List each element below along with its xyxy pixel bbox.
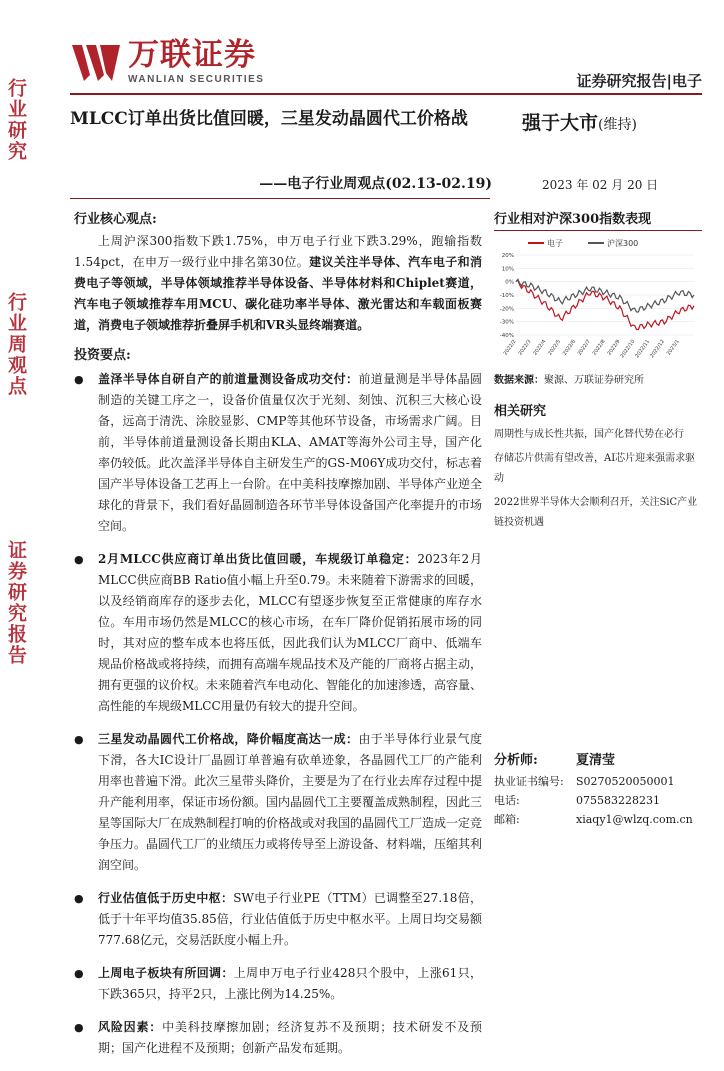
y-tick-label: -20% <box>499 306 514 313</box>
logo-english-name: WANLIAN SECURITIES <box>128 74 265 85</box>
analyst-field-label: 邮箱: <box>494 813 520 826</box>
core-view-plain: 上周沪深300指数下跌1.75%，申万电子行业下跌3.29%，跑输指数1.54pct，在申万一级行业中排名第30位。 <box>74 234 482 269</box>
y-tick-label: -10% <box>499 293 514 299</box>
x-tick-label: 2022/10 <box>619 338 637 360</box>
analyst-email[interactable]: xiaqy1@wlzq.com.cn <box>576 813 693 826</box>
bullet-heading: 风险因素： <box>98 1020 163 1034</box>
report-title: MLCC订单出货比值回暖，三星发动晶圆代工价格战 <box>70 109 468 129</box>
bullet-heading: 上周电子板块有所回调： <box>98 966 234 980</box>
analyst-info <box>494 750 702 829</box>
bullet-text: 上周申万电子行业428只个股中，上涨61只，下跌365只，持平2只，上涨比例为14.25%。 <box>98 966 482 1001</box>
logo-chinese-name: 万联证券 <box>128 37 256 73</box>
header-divider <box>70 93 702 95</box>
x-tick-label: 2022/2 <box>502 338 518 357</box>
wanlian-logo-icon <box>70 43 122 83</box>
rail-label-securities-report: 证券研究报告 <box>6 540 46 666</box>
y-tick-label: -30% <box>499 319 514 326</box>
related-research-item[interactable]: 2022世界半导体大会顺利召开，关注SiC产业链投资机遇 <box>494 497 698 528</box>
bullet-heading: 盖泽半导体自研自产的前道量测设备成功交付： <box>98 372 359 386</box>
bullet-dot-icon: ● <box>74 892 84 905</box>
related-research-item[interactable]: 周期性与成长性共振，国产化替代势在必行 <box>494 429 684 440</box>
report-subtitle: ——电子行业周观点(02.13-02.19) <box>259 176 492 192</box>
analyst-field-label: 执业证书编号: <box>494 775 564 788</box>
bullet-text: 中美科技摩擦加剧；经济复苏不及预期；技术研发不及预期；国产化进程不及预期；创新产品发布延期。 <box>98 1020 482 1055</box>
x-tick-label: 2022/12 <box>649 338 666 360</box>
company-logo <box>70 37 265 85</box>
rating-badge <box>522 108 637 135</box>
bullet-item <box>74 369 482 537</box>
x-tick-label: 2022/7 <box>576 338 592 357</box>
x-tick-label: 2023/1 <box>665 338 681 357</box>
legend-label: 沪深300 <box>607 239 639 248</box>
bullet-text: 由于半导体行业景气度下滑，各大IC设计厂晶圆订单普遍有砍单迹象，各晶圆代工厂的产能利用率也普遍下滑。此次三星带头降价，主要是为了在行业去库存过程中提升产能利用率，保证市场份额。国内晶圆代工主要覆盖成熟制程，因此三星等国际大厂在成熟制程打响的价格战或对我国的晶圆代工厂造成一定竞争压力。晶圆代工厂的业绩压力或将传导至上游设备、材料端，压缩其利润空间。 <box>98 732 483 872</box>
y-tick-label: 10% <box>501 266 514 273</box>
rail-label-industry-research: 行业研究 <box>6 78 46 162</box>
related-research-item[interactable]: 存储芯片供需有望改善，AI芯片迎来强需求驱动 <box>494 453 696 484</box>
bullet-dot-icon: ● <box>74 967 84 980</box>
side-rail <box>0 0 50 1024</box>
performance-chart <box>494 235 702 363</box>
y-tick-label: 0% <box>505 279 514 286</box>
y-tick-label: -40% <box>499 333 514 339</box>
bullet-item <box>74 963 482 1005</box>
bullet-dot-icon: ● <box>74 553 84 566</box>
analyst-field-label: 电话: <box>494 794 520 807</box>
bullet-item <box>74 729 482 876</box>
bullet-dot-icon: ● <box>74 1021 84 1034</box>
analyst-name: 夏清莹 <box>576 753 616 768</box>
analyst-license: S0270520050001 <box>576 775 675 788</box>
rating-value: 强于大市 <box>522 112 599 134</box>
chart-source-label: 数据来源： <box>494 375 544 386</box>
legend-label: 电子 <box>547 239 563 248</box>
title-divider <box>70 198 490 199</box>
bullet-item <box>74 1017 482 1059</box>
bullet-dot-icon: ● <box>74 733 84 746</box>
rating-sub: (维持) <box>598 117 637 133</box>
core-view-bold: 建议关注半导体、汽车电子和消费电子等领域，半导体领域推荐半导体设备、半导体材料和Chiplet赛道，汽车电子领域推荐车用MCU、碳化硅功率半导体、激光雷达和车载面板赛道，消费电子领域推荐折叠屏手机和VR头显终端赛道。 <box>74 255 482 332</box>
x-tick-label: 2022/6 <box>561 338 577 357</box>
report-date: 2023 年 02 月 20 日 <box>542 178 659 192</box>
series-line-electronics <box>516 280 694 330</box>
x-tick-label: 2022/9 <box>606 338 622 357</box>
series-line-hs300 <box>516 279 694 312</box>
bullet-dot-icon: ● <box>74 373 84 386</box>
bullet-heading: 三星发动晶圆代工价格战，降价幅度高达一成： <box>98 732 359 746</box>
x-tick-label: 2022/8 <box>591 338 607 357</box>
analyst-label: 分析师: <box>494 753 538 768</box>
analyst-phone: 075583228231 <box>576 794 660 807</box>
chart-svg <box>494 235 702 363</box>
bullet-item <box>74 888 482 951</box>
chart-source-text: 聚源、万联证券研究所 <box>544 375 644 386</box>
chart-title: 行业相对沪深300指数表现 <box>494 208 702 231</box>
bullet-text: 2023年2月MLCC供应商BB Ratio值小幅上升至0.79。未来随着下游需求的回暖，以及经销商库存的逐步去化，MLCC有望逐步恢复至正常健康的库存水位。车用市场仍然是MLCC的核心市场，在车厂降价促销拓展市场的同时，其对应的整车成本也将压低，因此我们认为MLCC厂商中、低端车规品价格战或将持续，而拥有高端车规品技术及产能的厂商将占据主动，拥有更强的议价权。未来随着汽车电动化、智能化的加速渗透，高容量、高性能的车规级MLCC用量仍有较大的提升空间。 <box>98 552 483 713</box>
main-content <box>74 208 482 1071</box>
related-research-heading: 相关研究 <box>494 404 547 419</box>
investment-heading: 投资要点: <box>74 348 131 363</box>
rail-label-weekly-view: 行业周观点 <box>6 292 46 397</box>
y-tick-label: 20% <box>501 253 514 259</box>
doc-type-label: 证券研究报告|电子 <box>576 72 702 90</box>
x-tick-label: 2022/3 <box>517 338 533 357</box>
x-tick-label: 2022/4 <box>532 338 548 357</box>
bullet-item <box>74 549 482 717</box>
bullet-heading: 2月MLCC供应商订单出货比值回暖，车规级订单稳定： <box>98 552 418 566</box>
x-tick-label: 2022/11 <box>634 338 652 360</box>
analyst-row <box>494 772 702 791</box>
bullet-heading: 行业估值低于历史中枢： <box>98 891 234 905</box>
chart-source <box>494 371 702 386</box>
core-view-heading: 行业核心观点: <box>74 212 157 227</box>
analyst-row <box>494 791 702 810</box>
bullet-text: 前道量测是半导体晶圆制造的关键工序之一，设备价值量仅次于光刻、刻蚀、沉积三大核心设备，远高于清洗、涂胶显影、CMP等其他环节设备，市场需求广阔。目前，半导体前道量测设备长期由KLA、AMAT等海外公司主导，国产化率仍较低。此次盖泽半导体自主研发生产的GS-M06Y成功交付，标志着国产半导体设备工艺再上一台阶。在中美科技摩擦加剧、半导体产业逆全球化的背景下，我们看好晶圆制造各环节半导体设备国产化率提升的市场空间。 <box>98 372 483 533</box>
x-tick-label: 2022/5 <box>547 338 563 357</box>
analyst-row <box>494 810 702 829</box>
sidebar <box>494 208 702 533</box>
bullet-text: SW电子行业PE（TTM）已调整至27.18倍，低于十年平均值35.85倍，行业估值低于历史中枢水平。上周日均交易额777.68亿元，交易活跃度小幅上升。 <box>98 891 482 947</box>
core-view-text <box>74 231 482 336</box>
